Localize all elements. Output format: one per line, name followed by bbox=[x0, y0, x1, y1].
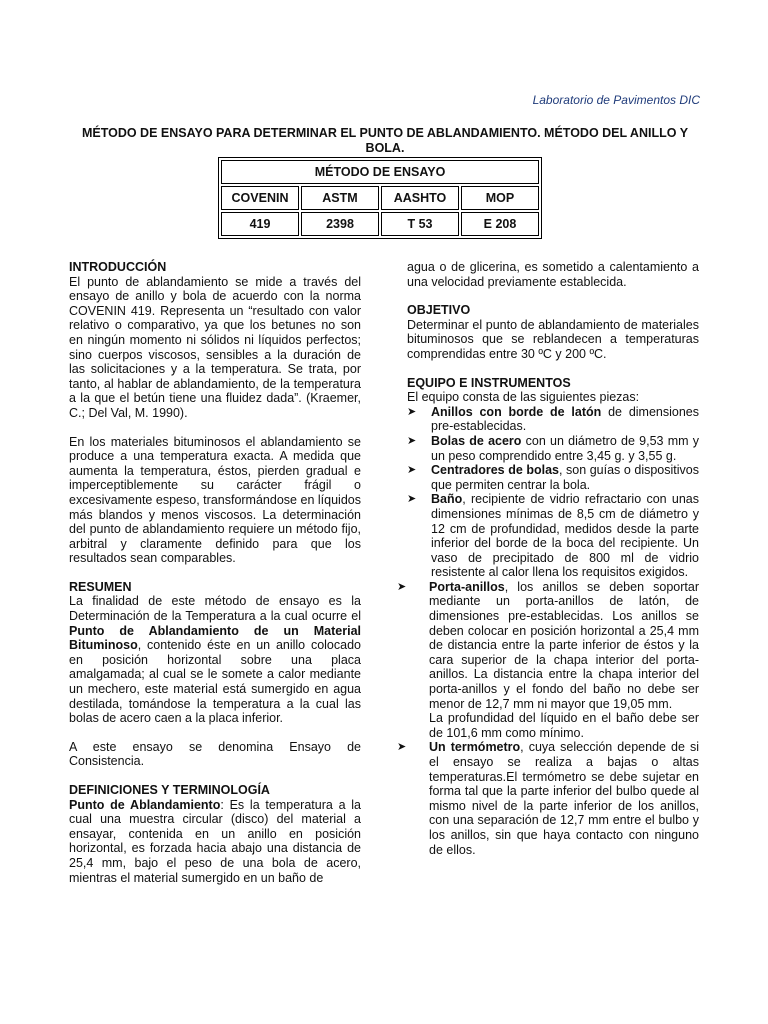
arrow-bullet-icon: ➤ bbox=[397, 741, 407, 754]
col-mop: MOP bbox=[461, 186, 539, 210]
resumen-text-a: La finalidad de este método de ensayo es la Determinación de la Temperatura a la cual ocurre el bbox=[69, 594, 361, 624]
item-name: Centradores de bolas bbox=[431, 463, 559, 478]
item-name: Bolas de acero bbox=[431, 433, 522, 448]
item-name: Porta-anillos bbox=[429, 579, 505, 594]
item-text: con un diámetro de 9,53 mm y un peso comprendido entre 3,45 g. y 3,55 g. bbox=[431, 433, 699, 463]
val-mop: E 208 bbox=[461, 212, 539, 236]
intro-paragraph-2: En los materiales bituminosos el ablandamiento se produce a una temperatura exacta. A medida que aumenta la temperatura, éstos, pierden gradual e imperceptiblemente su carácter frágil o excesivamente espeso, transformándose en líquidos más blandos y menos viscosos. La determinación del punto de ablandamiento requiere un método fijo, arbitral y claramente definido para que los resultados sean comparables. bbox=[69, 434, 361, 566]
item-text: , recipiente de vidrio refractario con unas dimensiones mínimas de 8,5 cm de diámetro y 12 cm de profundidad, medidos desde la parte inferior del borde de la boca del recipiente. Un vaso de precipitado de 800 ml de vidrio resistente al calor llena los requisitos exigidos. bbox=[431, 492, 699, 580]
val-astm: 2398 bbox=[301, 212, 379, 236]
objective-paragraph: Determinar el punto de ablandamiento de materiales bituminosos que se reblandecen a temperaturas comprendidas entre 30 ºC y 200 ºC. bbox=[407, 317, 699, 361]
arrow-bullet-icon: ➤ bbox=[407, 405, 417, 418]
definitions-paragraph bbox=[69, 798, 361, 886]
equipment-item bbox=[407, 405, 699, 434]
equipment-intro: El equipo consta de las siguientes piezas: bbox=[407, 390, 640, 405]
definitions-heading: DEFINICIONES Y TERMINOLOGÍA bbox=[69, 783, 270, 797]
item-name: Un termómetro bbox=[429, 740, 521, 755]
objective-heading: OBJETIVO bbox=[407, 303, 471, 318]
left-column bbox=[69, 260, 361, 899]
arrow-bullet-icon: ➤ bbox=[397, 580, 407, 593]
resumen-paragraph bbox=[69, 594, 361, 725]
intro-paragraph-1: El punto de ablandamiento se mide a través del ensayo de anillo y bola de acuerdo con la norma COVENIN 419. Representa un “resultado con valor relativo o comparativo, ya que los betunes no son en ningún momento ni sólidos ni líquidos perfectos; sino cuerpos viscosos, sensibles a la duración de las solicitaciones y a la temperatura. Se trata, por tanto, al hablar de ablandamiento, de la temperatura a la que el betún tiene una fluidez dada”. (Kraemer, C.; Del Val, M. 1990). bbox=[69, 274, 361, 420]
resumen-text-b: , contenido éste en un anillo colocado en posición horizontal sobre una placa amalgamada; al cual se le somete a calor mediante un mechero, este material está sumergido en agua destilada, tomándose la temperatura a la cual las bolas de acero caen a la placa inferior. bbox=[69, 638, 361, 726]
continued-paragraph: agua o de glicerina, es sometido a calentamiento a una velocidad previamente establecida. bbox=[407, 260, 699, 289]
definition-text: : Es la temperatura a la cual una muestra circular (disco) del material a ensayar, contenida en un anillo en posición horizontal, es forzada hacia abajo una distancia de 25,4 mm, bajo el peso de una bola de acero, mientras el material sumergido en un baño de bbox=[69, 797, 362, 885]
item-text: , los anillos se deben soportar mediante un porta-anillos de latón, de dimensiones pre-establecidas. Los anillos se deben colocar en posición horizontal a 25,4 mm de distancia entre la parte inferior de éstos y la cara superior de la chapa interior del porta-anillos. La distancia entre la chapa interior del porta-anillos y el fondo del baño no debe ser menor de 12,7 mm ni mayor que 19,05 mm. bbox=[429, 579, 699, 711]
equipment-item bbox=[407, 434, 699, 463]
arrow-bullet-icon: ➤ bbox=[407, 464, 417, 477]
item-text: , son guías o dispositivos que permiten centrar la bola. bbox=[431, 463, 699, 492]
col-covenin: COVENIN bbox=[221, 186, 299, 210]
document-title: MÉTODO DE ENSAYO PARA DETERMINAR EL PUNTO DE ABLANDAMIENTO. MÉTODO DEL ANILLO Y BOLA. bbox=[81, 126, 689, 155]
methods-table bbox=[218, 157, 542, 239]
item-extra: La profundidad del líquido en el baño debe ser de 101,6 mm como mínimo. bbox=[429, 711, 699, 740]
col-aashto: AASHTO bbox=[381, 186, 459, 210]
arrow-bullet-icon: ➤ bbox=[407, 434, 417, 447]
val-aashto: T 53 bbox=[381, 212, 459, 236]
item-text: de dimensiones pre-establecidas. bbox=[431, 404, 699, 434]
intro-heading: INTRODUCCIÓN bbox=[69, 260, 167, 274]
resumen-bold: Punto de Ablandamiento de un Material Bituminoso bbox=[69, 623, 361, 653]
right-column bbox=[397, 260, 699, 857]
col-astm: ASTM bbox=[301, 186, 379, 210]
methods-table-heading: MÉTODO DE ENSAYO bbox=[221, 160, 539, 184]
equipment-item bbox=[407, 463, 699, 492]
val-covenin: 419 bbox=[221, 212, 299, 236]
lab-header: Laboratorio de Pavimentos DIC bbox=[532, 93, 700, 107]
item-name: Anillos con borde de latón bbox=[431, 404, 602, 419]
equipment-item bbox=[397, 740, 699, 857]
resumen-paragraph-2: A este ensayo se denomina Ensayo de Consistencia. bbox=[69, 739, 361, 769]
item-text: , cuya selección depende de si el ensayo se realiza a bajas o altas temperaturas.El termómetro se debe sujetar en forma tal que la parte inferior del bulbo quede al mismo nivel de la parte inferior de los anillos, con una separación de 12,7 mm entre el bulbo y los anillos, sin que haya contacto con ninguno de ellos. bbox=[429, 740, 699, 857]
equipment-heading: EQUIPO E INSTRUMENTOS bbox=[407, 375, 571, 390]
item-name: Baño bbox=[431, 492, 463, 507]
equipment-item bbox=[407, 492, 699, 580]
resumen-heading: RESUMEN bbox=[69, 579, 132, 594]
equipment-item bbox=[397, 579, 699, 741]
definition-term: Punto de Ablandamiento bbox=[69, 797, 221, 812]
arrow-bullet-icon: ➤ bbox=[407, 493, 417, 506]
